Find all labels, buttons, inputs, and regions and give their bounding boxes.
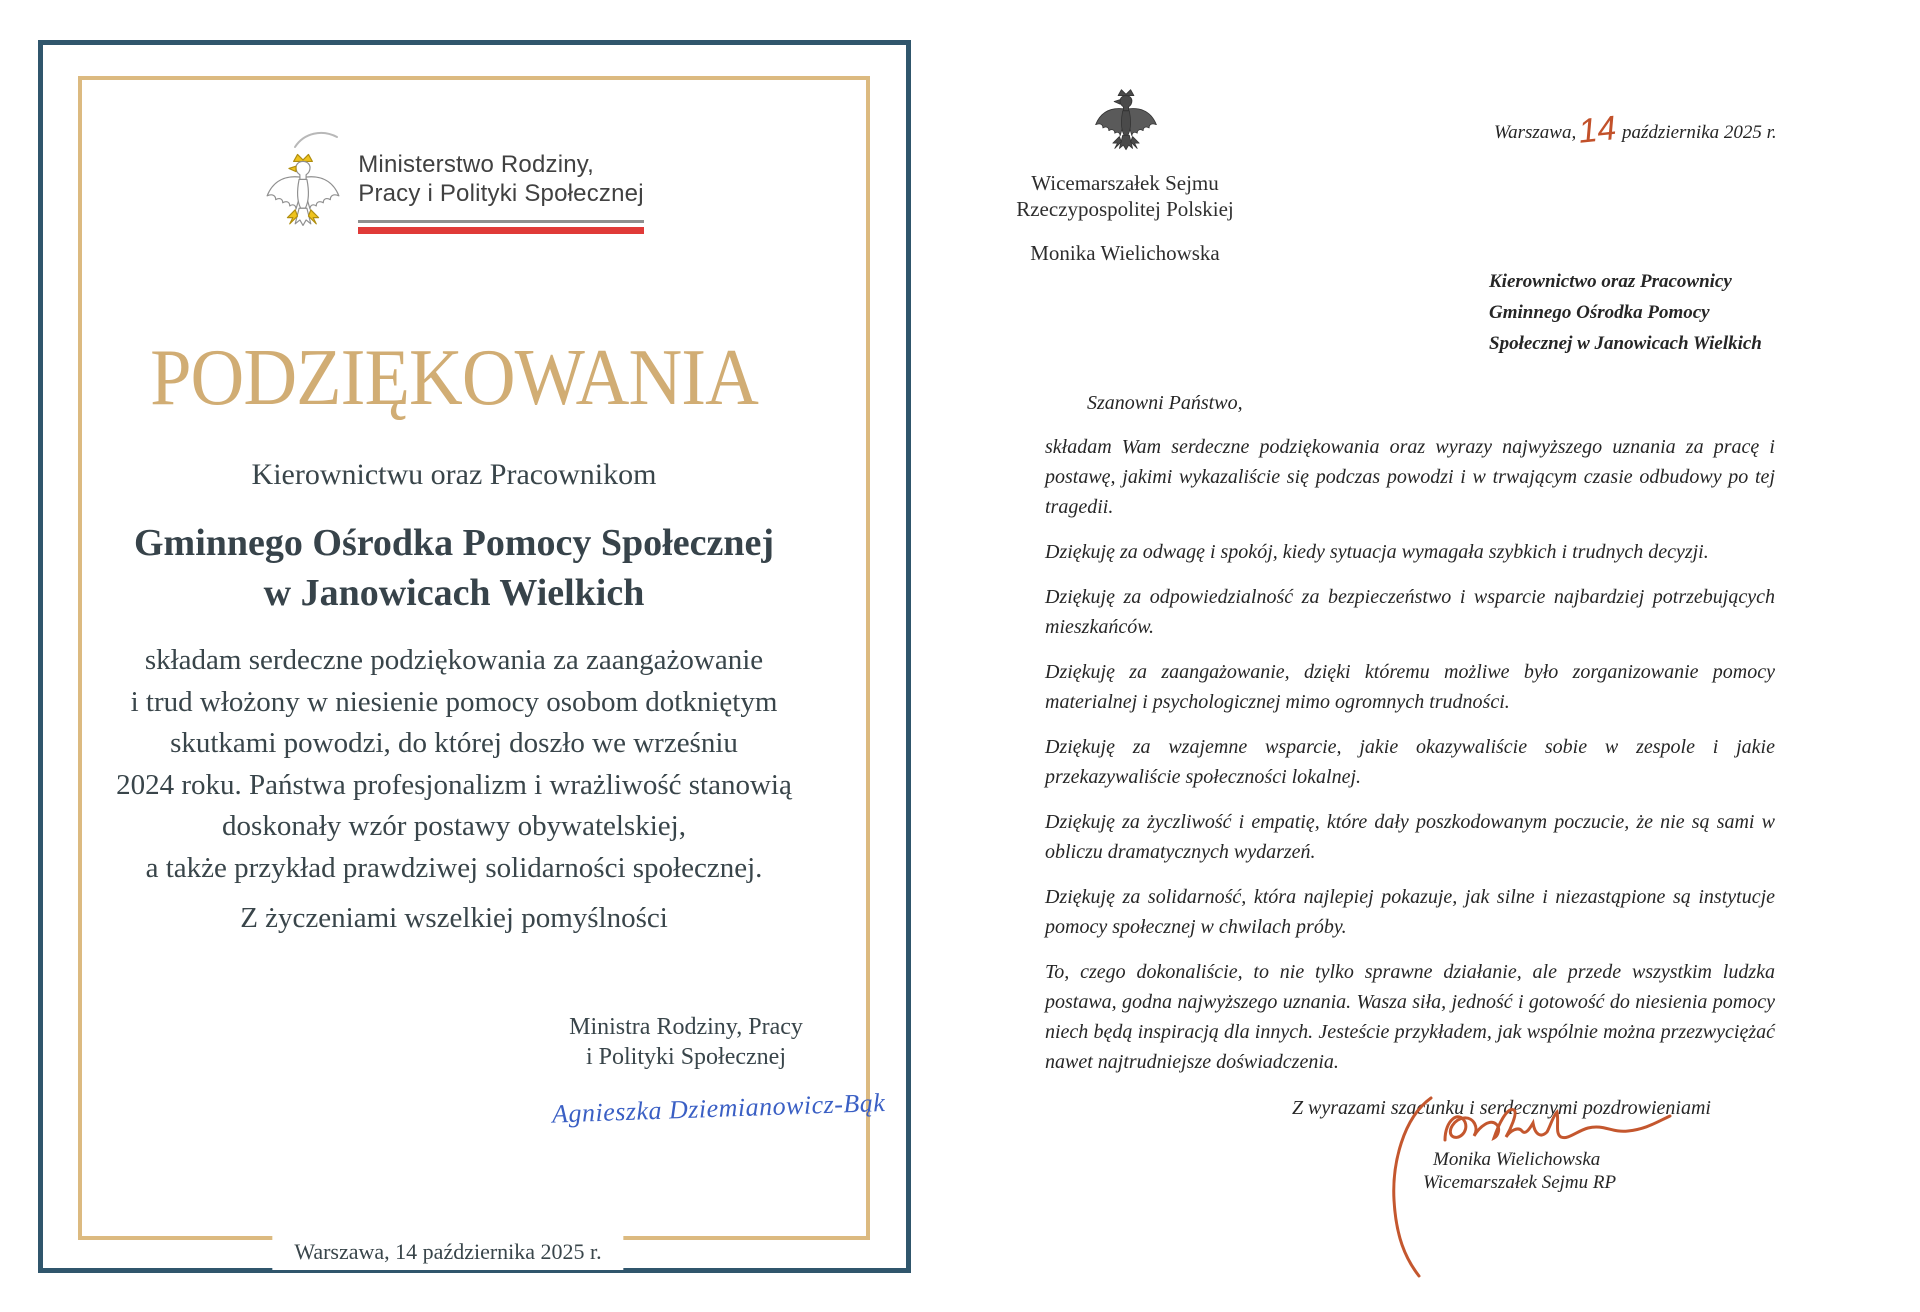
ministry-logo — [64, 150, 844, 240]
signer-title-line2: i Polityki Społecznej — [586, 1044, 786, 1070]
salutation: Szanowni Państwo, — [1087, 392, 1243, 414]
letter-paragraph: Dziękuję za solidarność, która najlepiej pokazuje, jak silne i niezastąpione są instytucje pomocy społecznej w chwilach próby. — [1045, 886, 1775, 938]
addressee-block — [1489, 266, 1762, 359]
letter-paragraph: Dziękuję za odpowiedzialność za bezpieczeństwo i wsparcie najbardziej potrzebujących mieszkańców. — [1045, 586, 1775, 638]
letter-page — [948, 0, 1920, 1312]
letter-signature-block — [1385, 1086, 1715, 1286]
letter-paragraph: Dziękuję za życzliwość i empatię, które dały poszkodowanym poczucie, że nie są sami w obliczu dramatycznych wydarzeń. — [1045, 811, 1775, 863]
letter-signature-title: Wicemarszałek Sejmu RP — [1423, 1172, 1617, 1193]
ministry-name-line2: Pracy i Polityki Społecznej — [358, 180, 644, 207]
letter-date — [1494, 109, 1777, 151]
body-line: składam serdeczne podziękowania za zaangażowanie — [144, 644, 764, 676]
letter-date-rest: października 2025 r. — [1622, 122, 1777, 143]
letter-date-city: Warszawa, — [1494, 122, 1577, 143]
signer-title-line1: Ministra Rodziny, Pracy — [569, 1014, 803, 1040]
ministry-name-line1: Ministerstwo Rodziny, — [358, 151, 595, 178]
letter-body — [1045, 388, 1775, 1123]
certificate-date: Warszawa, 14 października 2025 r. — [272, 1234, 623, 1270]
addressee-line2: Gminnego Ośrodka Pomocy — [1489, 302, 1710, 323]
closing-line: Z wyrazami szacunku i serdecznymi pozdrowieniami — [1291, 1097, 1711, 1119]
signer-title — [476, 1012, 896, 1072]
body-line: a także przykład prawdziwej solidarności społecznej. — [145, 851, 763, 884]
recipient-name-line2: w Janowicach Wielkich — [263, 572, 645, 614]
addressee-line1: Kierownictwo oraz Pracownicy — [1489, 271, 1732, 292]
letter-paragraph: To, czego dokonaliście, to nie tylko sprawne działanie, ale przede wszystkim ludzka postawa, godna najwyższego uznania. Wasza siła, jedność i gotowość do niesienia pomocy niech będą inspiracją dla innych. Jesteście przykładem, jak wspólnie można przezwyciężać nawet najtrudniejsze doświadczenia. — [1045, 961, 1775, 1073]
logo-red-rule — [358, 227, 644, 234]
letter-paragraph: Dziękuję za zaangażowanie, dzięki któremu możliwe było zorganizowanie pomocy materialnej i psychologicznej mimo ogromnych trudności. — [1045, 661, 1775, 713]
letter-signature-name: Monika Wielichowska — [1433, 1149, 1601, 1170]
sender-office-line2: Rzeczypospolitej Polskiej — [1016, 197, 1234, 221]
pen-mark — [292, 126, 340, 152]
logo-gray-rule — [358, 220, 644, 223]
certificate-body — [64, 640, 844, 889]
wishes-line: Z życzeniami wszelkiej pomyślności — [240, 902, 668, 934]
certificate-page — [0, 0, 948, 1312]
body-line: skutkami powodzi, do której doszło we wrześniu — [170, 727, 738, 759]
letter-paragraph: składam Wam serdeczne podziękowania oraz wyrazy najwyższego uznania za pracę i postawę, jakimi wykazaliście się podczas powodzi i w trwającym czasie odbudowy po tej tragedii. — [1045, 436, 1775, 518]
letter-date-handwritten-day: 14 — [1576, 109, 1619, 151]
addressee-line3: Społecznej w Janowicach Wielkich — [1489, 333, 1762, 354]
letter-paragraph: Dziękuję za wzajemne wsparcie, jakie okazywaliście sobie w zespole i jakie przekazywaliście społeczności lokalnej. — [1045, 736, 1775, 788]
ministry-eagle-icon — [264, 150, 342, 240]
ministry-name — [358, 150, 644, 234]
sender-office-line1: Wicemarszałek Sejmu — [1031, 171, 1219, 195]
recipient-name-line1: Gminnego Ośrodka Pomocy Społecznej — [133, 522, 774, 564]
certificate-title: PODZIĘKOWANIA — [150, 334, 758, 422]
sender-office — [1007, 170, 1243, 222]
body-line: i trud włożony w niesienie pomocy osobom dotkniętym — [130, 685, 778, 718]
minister-signature: Agnieszka Dziemianowicz-Bąk — [551, 1087, 886, 1129]
letter-paragraph: Dziękuję za odwagę i spokój, kiedy sytuacja wymagała szybkich i trudnych decyzji. — [1045, 541, 1709, 563]
body-line: doskonały wzór postawy obywatelskiej, — [222, 810, 686, 842]
recipient-intro: Kierownictwu oraz Pracownikom — [251, 458, 657, 491]
sejm-eagle-icon — [1093, 82, 1159, 166]
sender-name: Monika Wielichowska — [1030, 241, 1220, 265]
body-line: 2024 roku. Państwa profesjonalizm i wrażliwość stanowią — [116, 768, 792, 801]
